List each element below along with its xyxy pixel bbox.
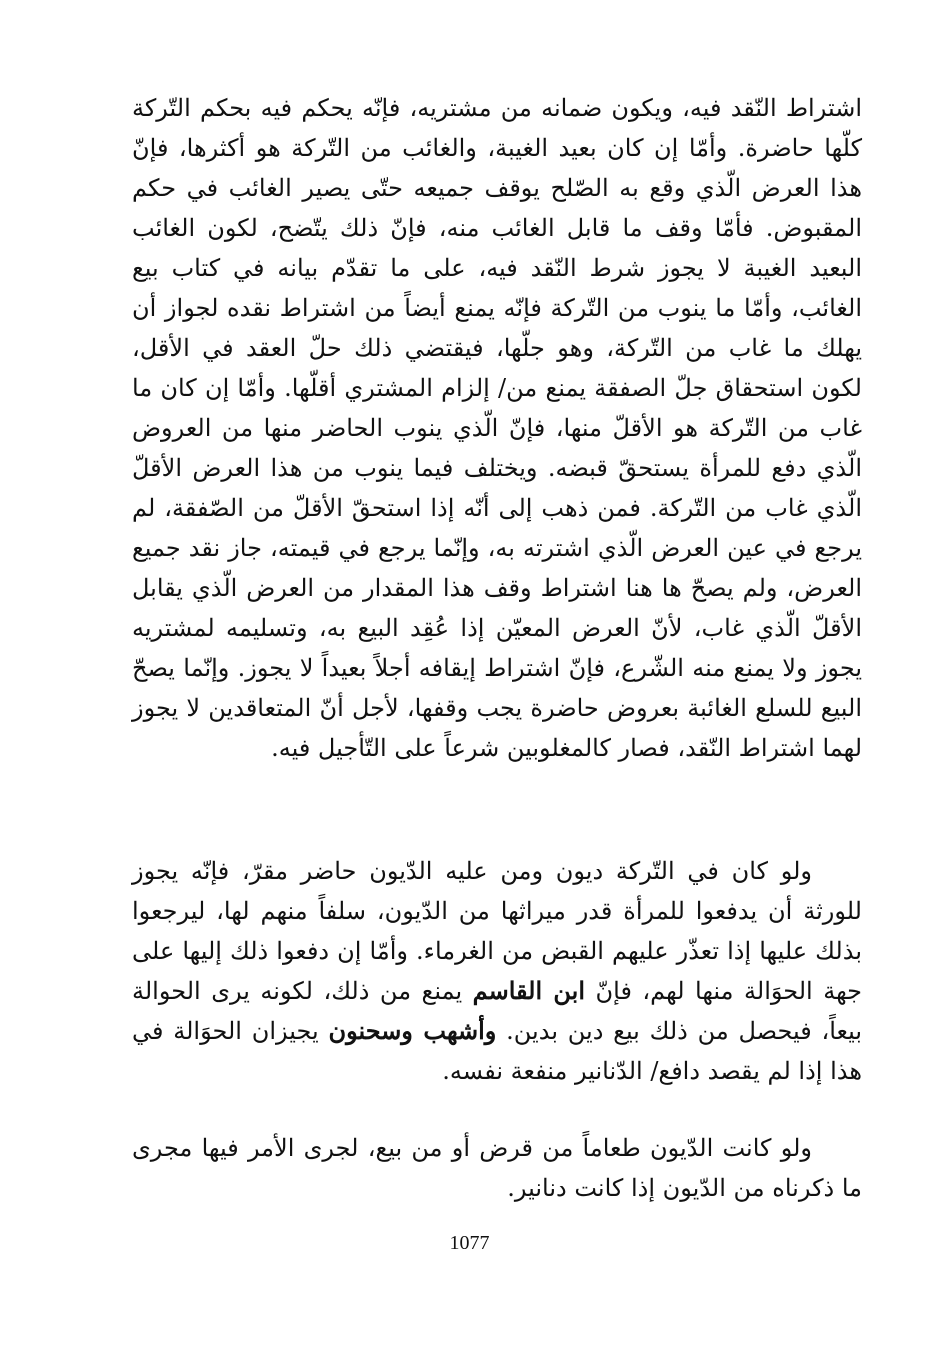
page-number: 1077: [449, 1232, 490, 1254]
paragraph-3: ولو كانت الدّيون طعاماً من قرض أو من بيع، لجرى الأمر فيها مجرى ما ذكرناه من الدّيون إذا كانت دنانير.: [132, 1134, 862, 1202]
paragraph-2-part-a: ولو كان في التّركة ديون ومن عليه الدّيون حاضر مقرّ، فإنّه يجوز للورثة أن يدفعوا للمرأة قدر ميراثها من الدّيون، سلفاً منهم لها، ليرجعوا بذلك عليها إذا تعذّر عليهم القبض من الغرماء. وأمّا إن دفعوا ذلك إليها على جهة الحوَالة منها لهم، فإنّ: [132, 857, 862, 1005]
text-block-debts: [132, 851, 862, 1091]
text-block-main: [132, 88, 862, 768]
paragraph-1: اشتراط النّقد فيه، ويكون ضمانه من مشتريه، فإنّه يحكم فيه بحكم التّركة كلّها حاضرة. وأمّا إن كان بعيد الغيبة، والغائب من التّركة هو أكثرها، فإنّ هذا العرض الّذي وقع به الصّلح يوقف جميعه حتّى يصير الغائب في حكم المقبوض. فأمّا وقف ما قابل الغائب منه، فإنّ ذلك يتّضح، لكون الغائب البعيد الغيبة لا يجوز شرط النّقد فيه، على ما تقدّم بيانه في كتاب بيع الغائب، وأمّا ما ينوب من التّركة فإنّه يمنع أيضاً من اشتراط نقده لجواز أن يهلك ما غاب من التّركة، وهو جلّها، فيقتضي ذلك حلّ العقد في الأقل، لكون استحقاق جلّ الصفقة يمنع من/ إلزام المشتري أقلّها. وأمّا إن كان ما غاب من التّركة هو الأقلّ منها، فإنّ الّذي ينوب الحاضر منها من العروض الّذي دفع للمرأة يستحقّ قبضه. ويختلف فيما ينوب من هذا العرض الأقلّ الّذي غاب من التّركة. فمن ذهب إلى أنّه إذا استحقّ الأقلّ من الصّفقة، لم يرجع في عين العرض الّذي اشترته به، وإنّما يرجع في قيمته، جاز نقد جميع العرض، ولم يصحّ ها هنا اشتراط وقف هذا المقدار من العرض الّذي يقابل الأقلّ الّذي غاب، لأنّ العرض المعيّن إذا عُقِد البيع به، وتسليمه لمشتريه يجوز ولا يمنع منه الشّرع، فإنّ اشتراط إيقافه أجلاً بعيداً لا يجوز. وإنّما يصحّ البيع للسلع الغائبة بعروض حاضرة يجب وقفها، لأجل أنّ المتعاقدين لا يجوز لهما اشتراط النّقد، فصار كالمغلوبين شرعاً على التّأجيل فيه.: [132, 94, 863, 762]
scholar-name-ibn-al-qasim: ابن القاسم: [472, 976, 586, 1005]
text-block-food-debts: [132, 1128, 862, 1208]
paragraph-2: [132, 851, 862, 1091]
paragraph-2-part-b: يمنع من ذلك، لكونه يرى الحوالة بيعاً، فيحصل من ذلك بيع دين بدين.: [132, 977, 863, 1045]
paragraph-2-part-c: يجيزان الحوَالة في هذا إذا لم يقصد دافع/ الدّنانير منفعة نفسه.: [132, 1017, 862, 1085]
scholar-names-ashhab-sahnun: وأشهب وسحنون: [328, 1016, 497, 1045]
